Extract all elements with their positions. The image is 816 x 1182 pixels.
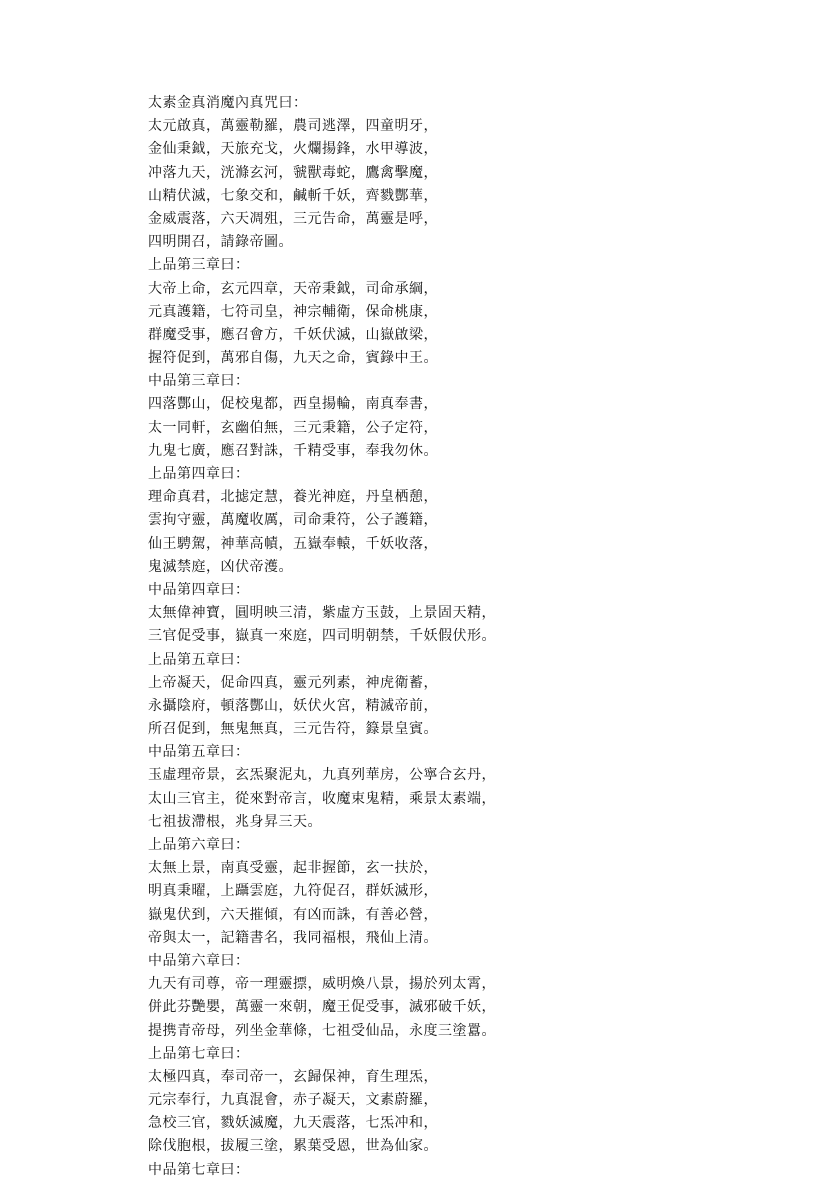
verse-line: 併此芬艷嬰，萬靈一來朝，魔王促受事，滅邪破千妖， [148, 999, 496, 1016]
verse-line: 元真護籍，七符司皇，神宗輔衛，保命桃康， [148, 303, 438, 320]
chapter-heading: 上品第三章曰： [148, 257, 250, 274]
verse-line: 四明開召，請錄帝圖。 [148, 234, 293, 251]
chapter-heading: 上品第六章曰： [148, 837, 250, 853]
verse-line: 仙王騁駕，神華高幘，五嶽奉轅，千妖收落， [148, 535, 438, 552]
chapter-heading: 上品第五章曰： [148, 651, 250, 668]
verse-line: 握符促到，萬邪自傷，九天之命，賓錄中王。 [148, 350, 438, 367]
verse-line: 除伐胞根，拔履三塗，累葉受恩，世為仙家。 [148, 1138, 438, 1155]
verse-line: 大帝上命，玄元四章，天帝秉鉞，司命承綱， [148, 280, 438, 297]
verse-line: 上帝凝天，促命四真，靈元列素，神虎衛蓄， [148, 674, 438, 691]
verse-line: 七祖拔滯根，兆身昇三天。 [148, 813, 322, 830]
verse-line: 嶽鬼伏到，六天摧傾，有凶而誅，有善必營， [148, 906, 438, 923]
verse-line: 九天有司尊，帝一理靈摽，威明煥八景，揚於列太霄， [148, 976, 496, 993]
verse-line: 太一同軒，玄幽伯無，三元秉籍，公子定符， [148, 419, 438, 436]
chapter-heading: 中品第三章曰： [148, 373, 250, 390]
verse-line: 金威震落，六天凋殂，三元告命，萬靈是呼， [148, 210, 438, 227]
verse-line: 冲落九天，洸滌玄河，虢獸毒蛇，鷹禽擊魔， [148, 164, 438, 181]
verse-line: 三官促受事，嶽真一來庭，四司明朝禁，千妖假伏形。 [148, 628, 496, 645]
verse-line: 九鬼七廣，應召對誅，千精受事，奉我勿休。 [148, 442, 438, 459]
chapter-heading: 中品第七章曰： [148, 1161, 250, 1178]
verse-line: 雲拘守靈，萬魔收厲，司命秉符，公子護籍， [148, 512, 438, 529]
verse-line: 永攝陰府，頓落酆山，妖伏火宮，精滅帝前， [148, 697, 438, 714]
chapter-heading: 上品第七章曰： [148, 1045, 250, 1062]
verse-line: 所召促到，無鬼無真，三元告符，籙景皇賓。 [148, 721, 438, 738]
verse-line: 太山三官主，從來對帝言，收魔束鬼精，乘景太素端， [148, 790, 496, 807]
verse-line: 群魔受事，應召會方，千妖伏滅，山嶽啟梁， [148, 326, 438, 343]
verse-line: 急校三官，戮妖滅魔，九天震落，七炁冲和， [148, 1115, 438, 1132]
verse-line: 太元啟真，萬靈勒羅，農司逃澤，四童明牙， [148, 118, 438, 135]
verse-line: 金仙秉鉞，天旅充戈，火爛揚鋒，水甲導波， [148, 141, 438, 158]
chapter-heading: 中品第五章曰： [148, 744, 250, 761]
verse-line: 太極四真，奉司帝一，玄歸保神，育生理炁， [148, 1068, 438, 1085]
verse-line: 鬼滅禁庭，凶伏帝濩。 [148, 558, 293, 575]
verse-line: 玉虛理帝景，玄炁聚泥丸，九真列華房，公寧合玄丹， [148, 767, 496, 784]
chapter-heading: 中品第四章曰： [148, 581, 250, 598]
chapter-heading: 中品第六章曰： [148, 952, 250, 969]
verse-line: 提携青帝母，列坐金華條，七祖受仙品，永度三塗囂。 [148, 1022, 496, 1039]
verse-line: 太無上景，南真受靈，起非握節，玄一扶於， [148, 860, 438, 877]
verse-line: 明真秉曜，上躡雲庭，九符促召，群妖滅形， [148, 883, 438, 900]
verse-line: 四落酆山，促校鬼都，西皇揚輪，南真奉書， [148, 396, 438, 413]
chapter-heading: 上品第四章曰： [148, 466, 250, 482]
verse-line: 元宗奉行，九真混會，赤子凝天，文素蔚羅， [148, 1092, 438, 1109]
verse-line: 山精伏滅，七象交和，鹹斬千妖，齊戮酆華， [148, 187, 438, 204]
document-body [148, 92, 788, 1182]
verse-line: 帝與太一，記籍書名，我同福根，飛仙上清。 [148, 929, 438, 946]
verse-line: 太無偉神寶，圓明映三清，紫虛方玉鼓，上景固天精， [148, 605, 496, 622]
verse-line: 理命真君，北摅定慧，養光神庭，丹皇栖憩， [148, 489, 438, 506]
document-heading: 太素金真消魔內真咒曰： [148, 95, 308, 111]
